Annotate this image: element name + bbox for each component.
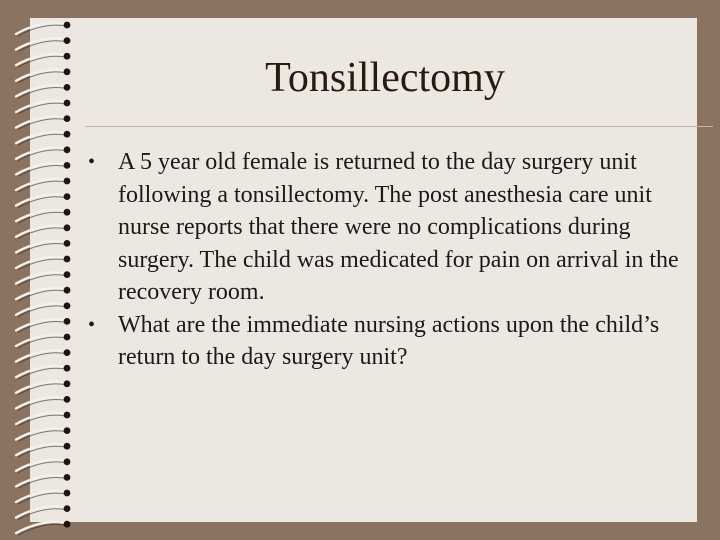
spiral-binding-icon: [0, 0, 80, 540]
title-divider: [85, 126, 713, 127]
bullet-list: [88, 146, 688, 374]
slide-title: Tonsillectomy: [265, 55, 505, 101]
bullet-dot: •: [88, 151, 96, 173]
bullet-text: A 5 year old female is returned to the day surgery unit following a tonsillectomy. The post anesthesia care unit nurse reports that there were no complications during surgery. The child was medicated for pain on arrival in the recovery room.: [118, 149, 679, 305]
bullet-text: What are the immediate nursing actions upon the child’s return to the day surgery unit?: [118, 311, 660, 370]
bullet-dot: •: [88, 313, 96, 336]
bullet-item-1: [88, 146, 688, 309]
bullet-item-2: [88, 309, 688, 374]
